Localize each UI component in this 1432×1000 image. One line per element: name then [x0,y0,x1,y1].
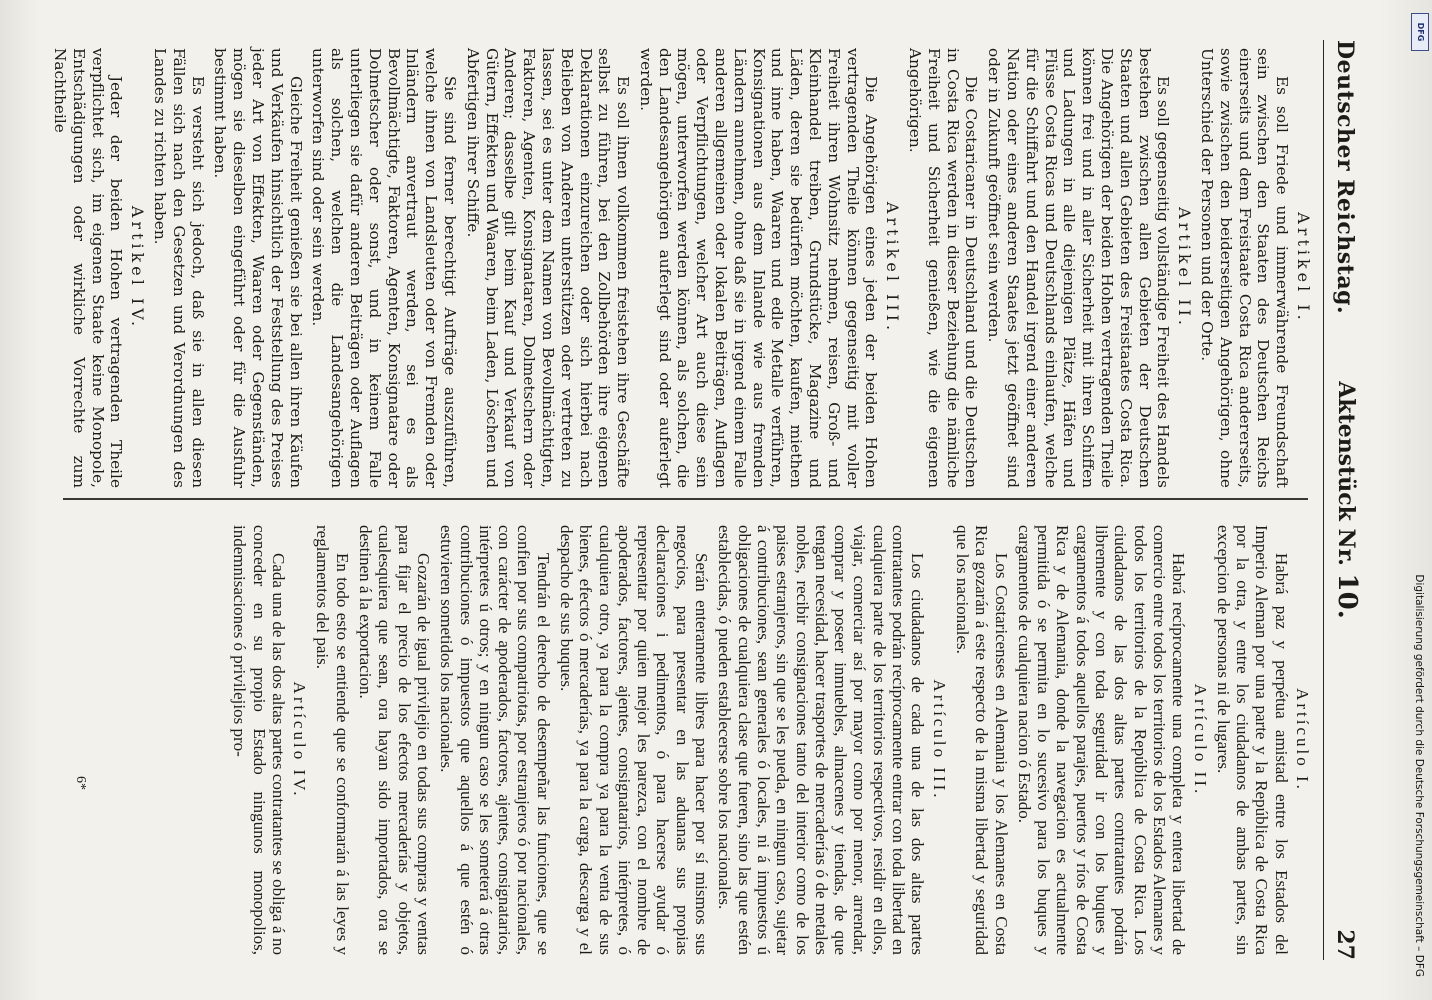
spanish-column [230,525,1316,955]
german-article-2-text-1: Es soll gegenseitig vollständige Freiheit des Handels bestehen zwischen allen Gebieten der Deutschen Staaten und allen Gebieten des Freistaates Costa Rica. Die Angehörigen der beiden Hohen vertragenden Theile können frei und in aller Sicherheit mit ihren Schiffen und Ladungen in alle diejenigen Plätze, Häfen und Flüsse Costa Ricas und Deutschlands einlaufen, welche für die Schiffahrt und den Handel irgend einer anderen Nation oder eines anderen Staates jetzt geöffnet sind oder in Zukunft geöffnet sein werden. [985,48,1173,488]
german-article-3-text-2: Es soll ihnen vollkommen freistehen ihre Geschäfte selbst zu führen, bei den Zollbehörden ihre eigenen Deklarationen einzureichen oder sich hierbei nach Belieben von Anderen unterstützen oder vertreten zu lassen, sei es unter dem Namen von Bevollmächtigten, Faktoren, Agenten, Konsignataren, Dolmetschern oder Anderen; dasselbe gilt beim Kauf und Verkauf von Gütern, Effekten und Waaren, beim Laden, Löschen und Abfertigen ihrer Schiffe. [463,48,633,488]
page-number: 27 [1332,929,1358,960]
german-article-3-text-1: Die Angehörigen eines jeden der beiden Hohen vertragenden Theile können gegenseitig mit voller Freiheit ihren Wohnsitz nehmen, reisen, Groß- und Kleinhandel treiben, Grundstücke, Magazine und Läden, deren sie bedürfen möchten, kaufen, miethen und inne haben, Waaren und edle Metalle verführen, Konsignationen aus dem Inlande wie aus fremden Ländern annehmen, ohne daß sie in irgend einem Falle anderen allgemeinen oder lokalen Beiträgen, Auflagen oder Verpflichtungen, welcher Art auch diese sein mögen, unterworfen werden können, als solchen, die den Landesangehörigen auferlegt sind oder auferlegt werden. [636,48,881,488]
document-number-prefix: Aktenstück Nr. [1333,381,1359,566]
german-article-2-text-2: Die Costaricaner in Deutschland und die Deutschen in Costa Rica werden in dieser Beziehung die nämliche Freiheit und Sicherheit genießen, wie die eigenen Angehörigen. [906,48,981,488]
spanish-article-3-text-1: Los ciudadanos de cada una de las dos altas partes contratantes podrán recíprocamente entrar con toda libertad en cualquiera parte de los territorios respectivos, residir en ellos, viajar, comerciar así por mayor como por menor, arrendar, comprar y poseer inmuebles, almacenes y tiendas, de que tengan necesidad, hacer trasportes de mercaderías ó de metales nobles, recibir consignaciones tanto del interior como de los paises estranjeros, sin que se les pueda, en ningun caso, sujetar á contribuciones, sean generales ó locales, ni á impuestos ú obligaciones de cualquiera clase que fueren, sino las que estén establecidas, ó pueden establecerse sobre los nacionales. [715,525,928,955]
spanish-article-3-text-5: En todo esto se entiende que se conformarán á las leyes y reglamentos del pais. [313,525,352,955]
german-article-3-title: Artikel III. [883,201,903,335]
column-divider [63,498,1308,500]
german-article-4-title: Artikel IV. [128,205,148,331]
german-article-2-title: Artikel II. [1175,207,1195,329]
spanish-article-2-title: Artículo II. [1190,683,1210,797]
spanish-article-4-text: Cada una de las dos altas partes contratantes se obliga á no conceder en su propio Estado ningunos monopolios, indemnisaciones ó privilejios pro- [230,525,288,955]
signature-mark: 6* [73,776,88,790]
spanish-article-3-title: Artículo III. [929,679,949,801]
publication-title: Deutscher Reichstag. [1332,40,1358,315]
spanish-article-2-text-2: Los Costaricenses en Alemania y los Alemanes en Costa Rica gozarán á este respecto de la misma libertad y seguridad que los nacionales. [952,525,1011,955]
page-header [1323,40,1380,960]
digitization-watermark [1408,5,1430,995]
spanish-article-1-title: Artículo I. [1293,688,1312,792]
dfg-logo-text: DFG [1416,22,1425,42]
watermark-text: Digitalisierung gefördert durch die Deutsche Forschungsgemeinschaft – DFG [1413,574,1425,977]
spanish-article-1-text: Habrá paz y perpétua amistad entre los Estados del Imperio Aleman por una parte y la República de Costa Rica por la otra, y entre los ciudadanos de ambas partes, sin excepcion de personas ni de lugares. [1213,525,1291,955]
spanish-article-3-text-3: Tendrán el derecho de desempeñar las funciones, que se confien por sus compatriotas, por estranjeros ó por nacionales, con carácter de apoderados, factores, ajentes, consignatarios, intérpretes ú otros; y en ningun caso se les someterá á otras contribuciones ó impuestos que aquellos á que estén ó estuvieren sometidos los nacionales. [437,525,553,955]
spanish-article-3-text-4: Gozarán de igual privilejio en todas sus compras y ventas para fijar el precio de los efectos mercaderías y objetos, cualesquiera que sean, ora hayan sido importados, ora se destinen á la exportacion. [356,525,433,955]
german-article-4-text: Jeder der beiden Hohen vertragenden Theile verpflichtet sich, im eigenen Staate keine Monopole, Entschädigungen oder wirkliche Vorrechte zum Nachtheile [51,48,126,488]
german-article-3-text-4: Gleiche Freiheit genießen sie bei allen ihren Käufen und Verkäufen hinsichtlich der Feststellung des Preises jeder Art von Effekten, Waaren oder Gegenständen, mögen sie dieselben eingeführt oder für die Ausfuhr bestimmt haben. [211,48,305,488]
spanish-article-2-text-1: Habrá recíprocamente una completa y entera libertad de comercio entre todos los territorios de los Estados Alemanes y todos los territorios de la República de Costa Rica. Los ciudadanos de las dos altas partes contratantes podrán libremente y con toda seguridad ir con los buques y cargamentos á todos aquellos parajes, puertos y ríos de Costa Rica y de Alemania, donde la navegacion es actualmente permitida ó se permita en lo sucesivo para los buques y cargamentos de cualquiera nacion ó Estado. [1014,525,1189,955]
spanish-article-4-title: Artículo IV. [290,681,310,799]
german-article-1-title: Artikel I. [1294,212,1313,324]
document-number-value: 10. [1332,573,1362,619]
document-number [1332,40,1362,960]
german-column [50,48,1316,488]
german-article-1-text: Es soll Friede und immerwährende Freundschaft sein zwischen den Staaten des Deutschen Reichs einerseits und dem Freistaate Costa Rica andererseits, sowie zwischen den beiderseitigen Angehörigen, ohne Unterschied der Personen und der Orte. [1198,48,1292,488]
dfg-logo-icon [1411,13,1429,51]
spanish-article-3-text-2: Serán enteramente libres para hacer por sí mismos sus negocios, para presentar en las aduanas sus propias declaraciones i pedimentos, ó para hacerse ayudar ó representar por quien mejor les parezca, con el nombre de apoderados, factores, ajentes, consignatarios, intérpretes, ó cualquiera otro, ya para la compra ya para la venta de sus bienes, efectos ó mercaderías, ya para la carga, descarga y el despacho de sus buques. [557,525,712,955]
document-page [38,0,1408,1000]
german-article-3-text-3: Sie sind ferner berechtigt Aufträge auszuführen, welche ihnen von Landsleuten oder von Fremden oder Inländern anvertraut werden, sei es als Bevollmächtigte, Faktoren, Agenten, Konsignatare oder Dolmetscher oder sonst, und in keinem Falle unterliegen sie dafür anderen Beiträgen oder Auflagen als solchen, welchen die Landesangehörigen unterworfen sind oder sein werden. [309,48,459,488]
german-article-3-text-5: Es versteht sich jedoch, daß sie in allen diesen Fällen sich nach den Gesetzen und Verordnungen des Landes zu richten haben. [150,48,207,488]
